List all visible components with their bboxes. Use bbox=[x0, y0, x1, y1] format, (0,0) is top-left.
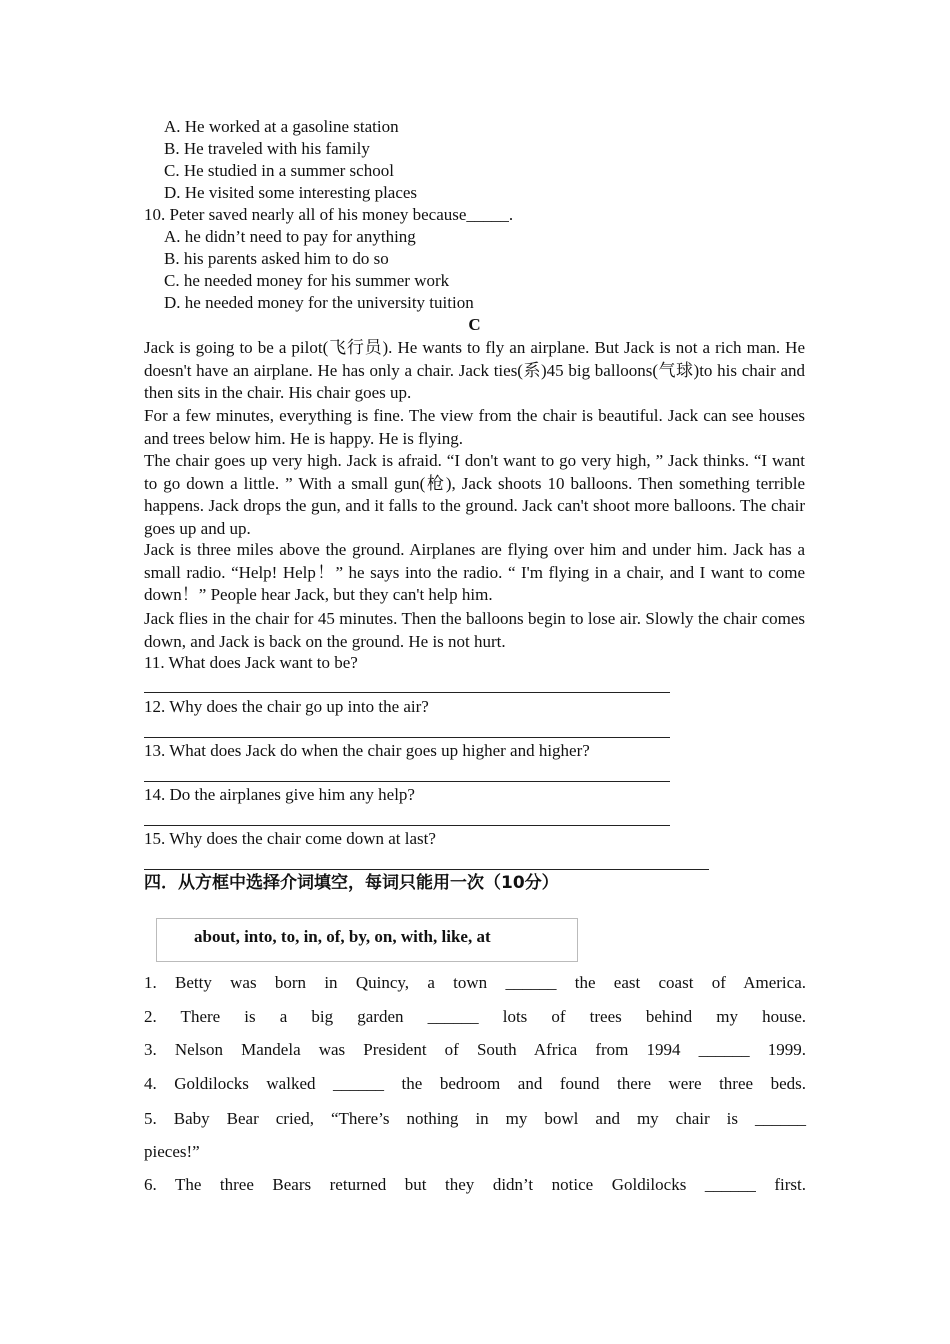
q9-option-a: A. He worked at a gasoline station bbox=[164, 117, 399, 136]
q10-option-b: B. his parents asked him to do so bbox=[164, 249, 389, 268]
fill-item-1: 1. Betty was born in Quincy, a town ______ the east coast of America. bbox=[144, 973, 806, 992]
passage-paragraph-4: Jack is three miles above the ground. Airplanes are flying over him and under him. Jack has a small radio. “Help! Help！” he says into the radio. “ I'm flying in a chair, and I want to come down！” People hear Jack, but they can't help him. bbox=[144, 540, 805, 604]
question-12: 12. Why does the chair go up into the air? bbox=[144, 697, 429, 716]
section-4-title: 四．从方框中选择介词填空，每词只能用一次（10分） bbox=[144, 873, 559, 893]
passage-paragraph-5: Jack flies in the chair for 45 minutes. Then the balloons begin to lose air. Slowly the chair comes down, and Jack is back on the ground. He is not hurt. bbox=[144, 609, 805, 651]
q10-option-c: C. he needed money for his summer work bbox=[164, 271, 450, 290]
fill-item-4: 4. Goldilocks walked ______ the bedroom and found there were three beds. bbox=[144, 1074, 806, 1093]
passage-paragraph-1: Jack is going to be a pilot(飞行员). He wants to fly an airplane. But Jack is not a rich man. He doesn't have an airplane. He has only a chair. Jack ties(系)45 big balloons(气球)to his chair and then sits in the chair. His chair goes up. bbox=[144, 338, 805, 402]
q9-option-c: C. He studied in a summer school bbox=[164, 161, 394, 180]
fill-item-2: 2. There is a big garden ______ lots of trees behind my house. bbox=[144, 1007, 806, 1026]
answer-line-15[interactable] bbox=[144, 869, 709, 870]
word-box-words: about, into, to, in, of, by, on, with, like, at bbox=[194, 927, 491, 946]
fill-item-5-continued: pieces!” bbox=[144, 1142, 200, 1161]
word-box bbox=[156, 918, 578, 962]
passage-paragraph-2: For a few minutes, everything is fine. The view from the chair is beautiful. Jack can see houses and trees below him. He is happy. He is flying. bbox=[144, 406, 805, 448]
fill-item-6: 6. The three Bears returned but they didn’t notice Goldilocks ______ first. bbox=[144, 1175, 806, 1194]
q10-stem: 10. Peter saved nearly all of his money because_____. bbox=[144, 205, 514, 224]
question-14: 14. Do the airplanes give him any help? bbox=[144, 785, 415, 804]
answer-line-11[interactable] bbox=[144, 692, 670, 693]
answer-line-13[interactable] bbox=[144, 781, 670, 782]
q9-option-b: B. He traveled with his family bbox=[164, 139, 370, 158]
fill-item-3: 3. Nelson Mandela was President of South Africa from 1994 ______ 1999. bbox=[144, 1040, 806, 1059]
fill-item-5: 5. Baby Bear cried, “There’s nothing in my bowl and my chair is ______ bbox=[144, 1109, 806, 1128]
q9-option-d: D. He visited some interesting places bbox=[164, 183, 418, 202]
question-13: 13. What does Jack do when the chair goes up higher and higher? bbox=[144, 741, 590, 760]
q10-option-a: A. he didn’t need to pay for anything bbox=[164, 227, 416, 246]
question-11: 11. What does Jack want to be? bbox=[144, 653, 358, 672]
answer-line-14[interactable] bbox=[144, 825, 670, 826]
q10-option-d: D. he needed money for the university tuition bbox=[164, 293, 474, 312]
passage-heading: C bbox=[468, 315, 481, 334]
answer-line-12[interactable] bbox=[144, 737, 670, 738]
question-15: 15. Why does the chair come down at last? bbox=[144, 829, 436, 848]
passage-paragraph-3: The chair goes up very high. Jack is afraid. “I don't want to go very high, ” Jack thinks. “I want to go down a little. ” With a small gun(枪), Jack shoots 10 balloons. Then something terrible happens. Jack drops the gun, and it falls to the ground. Jack can't shoot more balloons. The chair goes up and up. bbox=[144, 451, 805, 538]
